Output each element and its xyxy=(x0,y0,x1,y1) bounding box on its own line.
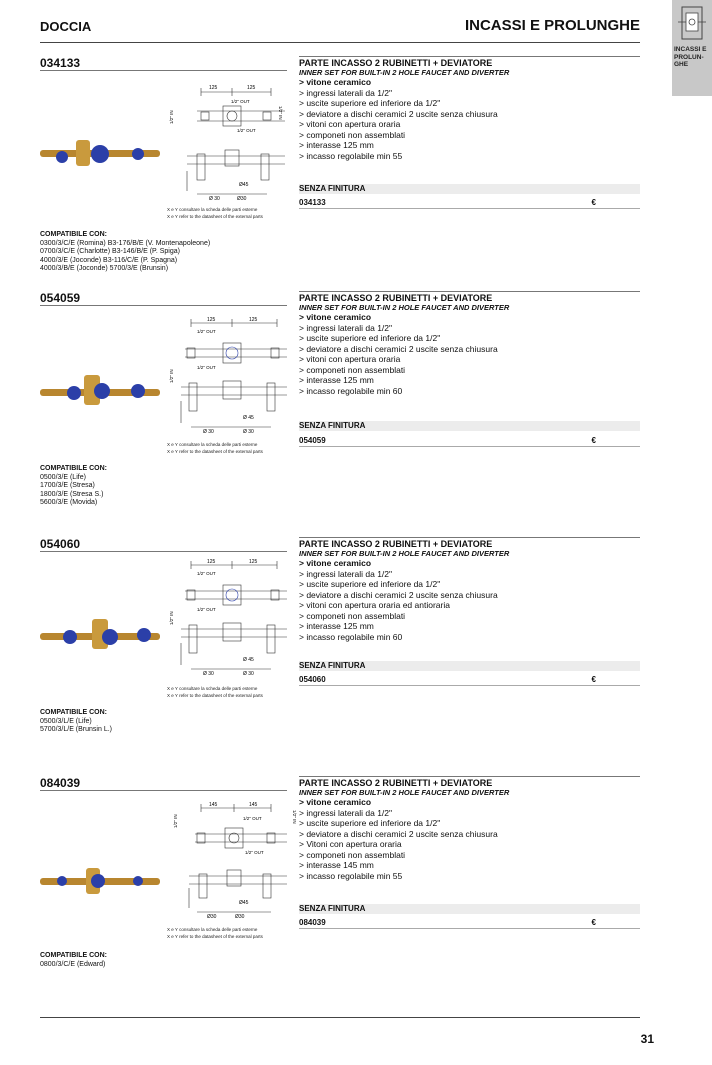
dim-outlet-bottom: 1/2" OUT xyxy=(197,607,216,612)
feature-item: > uscite superiore ed inferiore da 1/2" xyxy=(299,818,441,828)
product-description xyxy=(299,58,640,161)
product-subtitle: INNER SET FOR BUILT-IN 2 HOLE FAUCET AND DIVERTER xyxy=(299,303,510,312)
feature-item: > componeti non assemblati xyxy=(299,610,406,621)
feature-item: > incasso regolabile min 60 xyxy=(299,385,403,396)
compatibility-item: 0500/3/L/E (Life) xyxy=(40,717,92,725)
dim-interaxis-left: 125 xyxy=(207,559,216,565)
dim-inlet-right: 1/2" IN xyxy=(292,810,297,824)
dim-outlet-bottom: 1/2" OUT xyxy=(237,128,256,133)
feature-item: > ingressi laterali da 1/2" xyxy=(299,87,393,98)
feature-item: > vitoni con apertura oraria xyxy=(299,119,401,129)
feature-item: > interasse 145 mm xyxy=(299,860,374,870)
section-divider xyxy=(40,790,287,791)
drawing-note: X e Y consultare la scheda delle parti esterne X e Y refer to the datasheet of the external parts xyxy=(167,442,263,454)
product-code: 084039 xyxy=(40,776,81,790)
section-divider xyxy=(40,305,287,306)
feature-item: > deviatore a dischi ceramici 2 uscite senza chiusura xyxy=(299,589,498,600)
dim-interaxis-left: 145 xyxy=(209,802,218,808)
dim-inlet-right: 1/2" IN xyxy=(278,106,283,120)
feature-item: > uscite superiore ed inferiore da 1/2" xyxy=(299,98,441,108)
page-title: INCASSI E PROLUNGHE xyxy=(464,17,640,34)
feature-item: > vitone ceramico xyxy=(299,558,372,568)
dim-inlet-left: 1/2" IN xyxy=(169,110,174,124)
feature-item: > interasse 125 mm xyxy=(299,140,374,150)
technical-drawing xyxy=(167,800,307,931)
feature-item: > incasso regolabile min 55 xyxy=(299,870,403,881)
feature-item: > interasse 125 mm xyxy=(299,621,374,631)
product-code: 054060 xyxy=(40,537,81,551)
dim-diameter-30-right: Ø 30 xyxy=(243,429,254,435)
dim-diameter-45: Ø45 xyxy=(239,182,249,188)
feature-item: > uscite superiore ed inferiore da 1/2" xyxy=(299,333,441,343)
drawing-svg xyxy=(167,76,307,206)
chapter-tab[interactable] xyxy=(672,0,712,96)
feature-item: > incasso regolabile min 55 xyxy=(299,150,403,161)
dim-diameter-30-left: Ø 30 xyxy=(203,429,214,435)
product-title: PARTE INCASSO 2 RUBINETTI + DEVIATORE xyxy=(299,58,493,68)
feature-item: > incasso regolabile min 60 xyxy=(299,631,403,642)
dim-outlet-bottom: 1/2" OUT xyxy=(245,850,264,855)
dim-outlet-top: 1/2" OUT xyxy=(197,329,216,334)
dim-diameter-30-left: Ø 30 xyxy=(209,196,220,202)
price-code: 054060 xyxy=(299,675,326,684)
feature-item: > ingressi laterali da 1/2" xyxy=(299,807,393,818)
product-code: 054059 xyxy=(40,291,81,305)
compatibility-list xyxy=(40,952,107,969)
compatibility-list xyxy=(40,465,107,508)
drawing-note: X e Y consultare la scheda delle parti esterne X e Y refer to the datasheet of the external parts xyxy=(167,686,263,698)
section-divider xyxy=(40,70,287,71)
price-currency: € xyxy=(591,675,596,684)
section-divider xyxy=(299,776,640,777)
feature-item: > ingressi laterali da 1/2" xyxy=(299,568,393,579)
product-code: 034133 xyxy=(40,56,81,70)
product-description xyxy=(299,539,640,642)
product-title: PARTE INCASSO 2 RUBINETTI + DEVIATORE xyxy=(299,539,493,549)
compatibility-item: 1800/3/E (Stresa S.) xyxy=(40,490,104,498)
chapter-tab-label: INCASSI E PROLUN- GHE xyxy=(674,46,707,68)
feature-item: > componeti non assemblati xyxy=(299,364,406,375)
feature-item: > vitoni con apertura oraria ed antioraria xyxy=(299,600,450,610)
price-currency: € xyxy=(591,198,596,207)
feature-item: > interasse 125 mm xyxy=(299,375,374,385)
drawing-note: X e Y consultare la scheda delle parti esterne X e Y refer to the datasheet of the external parts xyxy=(167,207,263,219)
compatibility-title: COMPATIBILE CON: xyxy=(40,709,108,716)
price-row xyxy=(299,675,640,686)
compatibility-list xyxy=(40,231,210,274)
compatibility-list xyxy=(40,709,112,735)
drawing-svg xyxy=(167,557,307,683)
compatibility-item: 0500/3/E (Life) xyxy=(40,473,86,481)
drawing-note: X e Y consultare la scheda delle parti esterne X e Y refer to the datasheet of the external parts xyxy=(167,927,263,939)
feature-item: > vitone ceramico xyxy=(299,77,372,87)
product-subtitle: INNER SET FOR BUILT-IN 2 HOLE FAUCET AND DIVERTER xyxy=(299,68,510,77)
compatibility-item: 0800/3/C/E (Edward) xyxy=(40,960,106,968)
section-title: DOCCIA xyxy=(40,19,92,34)
feature-item: > Vitoni con apertura oraria xyxy=(299,839,402,849)
built-in-valve-icon xyxy=(678,5,706,41)
feature-item: > uscite superiore ed inferiore da 1/2" xyxy=(299,579,441,589)
dim-inlet-left: 1/2" IN xyxy=(173,814,178,828)
feature-item: > vitoni con apertura oraria xyxy=(299,354,401,364)
finish-label: SENZA FINITURA xyxy=(299,904,640,914)
finish-label: SENZA FINITURA xyxy=(299,661,640,671)
dim-outlet-bottom: 1/2" OUT xyxy=(197,365,216,370)
price-code: 054059 xyxy=(299,436,326,445)
dim-diameter-30-right: Ø30 xyxy=(235,914,245,920)
technical-drawing xyxy=(167,557,307,688)
compatibility-item: 1700/3/E (Stresa) xyxy=(40,482,95,490)
product-subtitle: INNER SET FOR BUILT-IN 2 HOLE FAUCET AND DIVERTER xyxy=(299,788,510,797)
compatibility-item: 0300/3/C/E (Romina) B3-176/B/E (V. Montenapoleone) xyxy=(40,239,211,247)
price-code: 034133 xyxy=(299,198,326,207)
dim-interaxis-right: 125 xyxy=(247,85,256,91)
drawing-svg xyxy=(167,313,307,441)
dim-diameter-30-right: Ø 30 xyxy=(243,671,254,677)
dim-diameter-30-left: Ø 30 xyxy=(203,671,214,677)
compatibility-item: 4000/3/E (Joconde) B3-116/C/E (P. Spagna) xyxy=(40,256,178,264)
technical-drawing xyxy=(167,76,307,211)
feature-item: > componeti non assemblati xyxy=(299,849,406,860)
header-divider xyxy=(40,42,640,43)
product-description xyxy=(299,778,640,881)
section-divider xyxy=(299,537,640,538)
feature-item: > vitone ceramico xyxy=(299,312,372,322)
product-description xyxy=(299,293,640,396)
finish-label: SENZA FINITURA xyxy=(299,184,640,194)
product-photo xyxy=(40,615,160,660)
price-row xyxy=(299,198,640,209)
product-subtitle: INNER SET FOR BUILT-IN 2 HOLE FAUCET AND DIVERTER xyxy=(299,549,510,558)
drawing-svg xyxy=(167,800,307,926)
technical-drawing xyxy=(167,313,307,446)
section-divider xyxy=(40,551,287,552)
dim-outlet-top: 1/2" OUT xyxy=(231,99,250,104)
feature-item: > ingressi laterali da 1/2" xyxy=(299,322,393,333)
dim-diameter-45: Ø45 xyxy=(239,900,249,906)
dim-diameter-45: Ø 45 xyxy=(243,415,254,421)
feature-item: > deviatore a dischi ceramici 2 uscite senza chiusura xyxy=(299,108,498,119)
dim-inlet: 1/2" IN xyxy=(169,369,174,383)
dim-interaxis-left: 125 xyxy=(207,317,216,323)
dim-inlet: 1/2" IN xyxy=(169,611,174,625)
dim-diameter-45: Ø 45 xyxy=(243,657,254,663)
product-title: PARTE INCASSO 2 RUBINETTI + DEVIATORE xyxy=(299,778,493,788)
dim-interaxis-left: 125 xyxy=(209,85,218,91)
feature-item: > vitone ceramico xyxy=(299,797,372,807)
dim-outlet-top: 1/2" OUT xyxy=(197,571,216,576)
compatibility-item: 4000/3/B/E (Joconde) 5700/3/E (Brunsin) xyxy=(40,265,169,273)
price-currency: € xyxy=(591,436,596,445)
product-title: PARTE INCASSO 2 RUBINETTI + DEVIATORE xyxy=(299,293,493,303)
feature-item: > deviatore a dischi ceramici 2 uscite senza chiusura xyxy=(299,828,498,839)
dim-diameter-30-right: Ø30 xyxy=(237,196,247,202)
dim-interaxis-right: 125 xyxy=(249,317,258,323)
compatibility-item: 5600/3/E (Movida) xyxy=(40,499,98,507)
dim-interaxis-right: 125 xyxy=(249,559,258,565)
price-currency: € xyxy=(591,918,596,927)
product-photo xyxy=(40,134,160,179)
dim-outlet-top: 1/2" OUT xyxy=(243,816,262,821)
price-row xyxy=(299,436,640,447)
compatibility-title: COMPATIBILE CON: xyxy=(40,952,108,959)
section-divider xyxy=(299,291,640,292)
finish-label: SENZA FINITURA xyxy=(299,421,640,431)
section-divider xyxy=(299,56,640,57)
feature-item: > componeti non assemblati xyxy=(299,129,406,140)
product-photo xyxy=(40,371,160,416)
product-photo xyxy=(40,864,160,903)
page-number: 31 xyxy=(640,1032,654,1046)
price-code: 084039 xyxy=(299,918,326,927)
dim-diameter-30-left: Ø30 xyxy=(207,914,217,920)
price-row xyxy=(299,918,640,929)
compatibility-title: COMPATIBILE CON: xyxy=(40,231,108,238)
footer-divider xyxy=(40,1017,640,1018)
dim-interaxis-right: 145 xyxy=(249,802,258,808)
feature-item: > deviatore a dischi ceramici 2 uscite senza chiusura xyxy=(299,343,498,354)
compatibility-item: 5700/3/L/E (Brunsin L.) xyxy=(40,726,112,734)
compatibility-title: COMPATIBILE CON: xyxy=(40,465,108,472)
compatibility-item: 0700/3/C/E (Charlotte) B3-146/B/E (P. Spiga) xyxy=(40,248,180,256)
